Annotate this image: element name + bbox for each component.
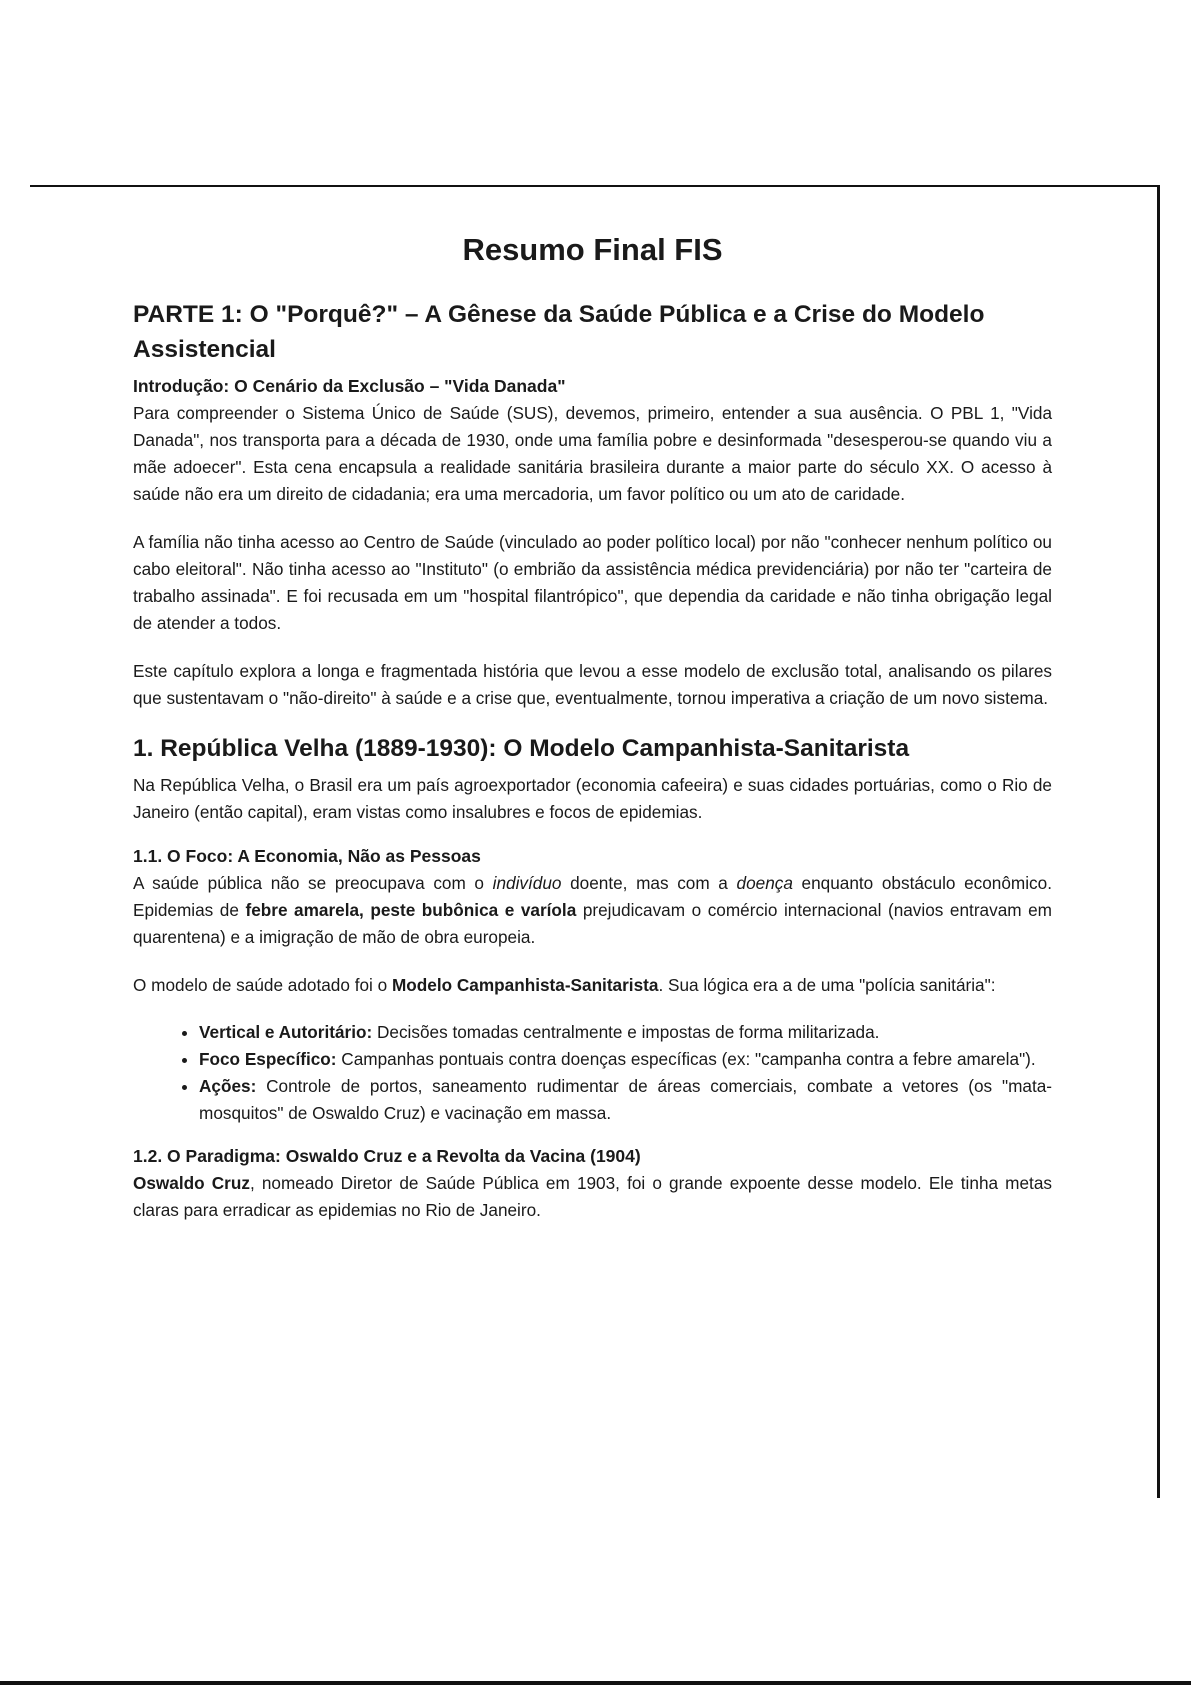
text-run: A saúde pública não se preocupava com o <box>133 873 493 893</box>
list-item-label: Ações: <box>199 1076 257 1096</box>
section1-paragraph-1: Na República Velha, o Brasil era um país agroexportador (economia cafeeira) e suas cidades portuárias, como o Rio de Janeiro (então capital), eram vistas como insalubres e focos de epidemias. <box>133 775 1052 822</box>
intro-paragraph-3: Este capítulo explora a longa e fragmentada história que levou a esse modelo de exclusão total, analisando os pilares que sustentavam o "não-direito" à saúde e a crise que, eventualmente, tornou imperativa a criação de um novo sistema. <box>133 661 1052 708</box>
text-run: , nomeado Diretor de Saúde Pública em 1903, foi o grande expoente desse modelo. Ele tinha metas claras para erradicar as epidemias no Rio de Janeiro. <box>133 1173 1052 1220</box>
list-item-text: Decisões tomadas centralmente e impostas de forma militarizada. <box>372 1022 880 1042</box>
list-item-label: Foco Específico: <box>199 1049 337 1069</box>
bold-model-name: Modelo Campanhista-Sanitarista <box>391 975 659 995</box>
list-item <box>199 1046 1052 1073</box>
intro-heading: Introdução: O Cenário da Exclusão – "Vida Danada" <box>133 376 566 396</box>
page-border-top <box>30 185 1160 187</box>
intro-paragraph-1: Para compreender o Sistema Único de Saúde (SUS), devemos, primeiro, entender a sua ausência. O PBL 1, "Vida Danada", nos transporta para a década de 1930, onde uma família pobre e desinformada "desesperou-se quando viu a mãe adoecer". Esta cena encapsula a realidade sanitária brasileira durante a maior parte do século XX. O acesso à saúde não era um direito de cidadania; era uma mercadoria, um favor político ou um ato de caridade. <box>133 403 1052 504</box>
list-item-text: Controle de portos, saneamento rudimentar de áreas comerciais, combate a vetores (os "mata-mosquitos" de Oswaldo Cruz) e vacinação em massa. <box>199 1076 1052 1123</box>
model-characteristics-list <box>133 1019 1052 1127</box>
subsection-1-2-heading: 1.2. O Paradigma: Oswaldo Cruz e a Revolta da Vacina (1904) <box>133 1146 641 1166</box>
document-body <box>133 225 1052 1245</box>
bold-oswaldo-cruz: Oswaldo Cruz <box>133 1173 250 1193</box>
emphasis-individuo: indivíduo <box>492 873 562 893</box>
subsection-1-1-heading: 1.1. O Foco: A Economia, Não as Pessoas <box>133 846 481 866</box>
emphasis-doenca: doença <box>736 873 793 893</box>
subsection-1-1-paragraph-2 <box>133 972 1052 999</box>
text-run: doente, mas com a <box>561 873 737 893</box>
text-run: enquanto obstáculo econômico. Epidemias de <box>133 873 1052 920</box>
list-item <box>199 1073 1052 1127</box>
text-run: O modelo de saúde adotado foi o <box>133 975 392 995</box>
bold-epidemics: febre amarela, peste bubônica e varíola <box>245 900 577 920</box>
section1-heading: 1. República Velha (1889-1930): O Modelo Campanhista-Sanitarista <box>133 735 910 762</box>
subsection-1-2-paragraph-1 <box>133 1170 1052 1224</box>
intro-paragraph-2: A família não tinha acesso ao Centro de Saúde (vinculado ao poder político local) por não "conhecer nenhum político ou cabo eleitoral". Não tinha acesso ao "Instituto" (o embrião da assistência médica previdenciária) por não ter "carteira de trabalho assinada". E foi recusada em um "hospital filantrópico", que dependia da caridade e não tinha obrigação legal de atender a todos. <box>133 532 1052 633</box>
list-item-label: Vertical e Autoritário: <box>199 1022 373 1042</box>
text-run: . Sua lógica era a de uma "polícia sanitária": <box>658 975 996 995</box>
list-item-text: Campanhas pontuais contra doenças específicas (ex: "campanha contra a febre amarela"). <box>336 1049 1036 1069</box>
document-title: Resumo Final FIS <box>462 232 723 267</box>
text-run: prejudicavam o comércio internacional (navios entravam em quarentena) e a imigração de mão de obra europeia. <box>133 900 1052 947</box>
page-border-right <box>1157 185 1160 1498</box>
page-border-bottom <box>0 1681 1191 1685</box>
subsection-1-1-paragraph-1 <box>133 870 1052 951</box>
list-item <box>199 1019 1052 1046</box>
part1-heading: PARTE 1: O "Porquê?" – A Gênese da Saúde Pública e a Crise do Modelo Assistencial <box>133 301 985 363</box>
